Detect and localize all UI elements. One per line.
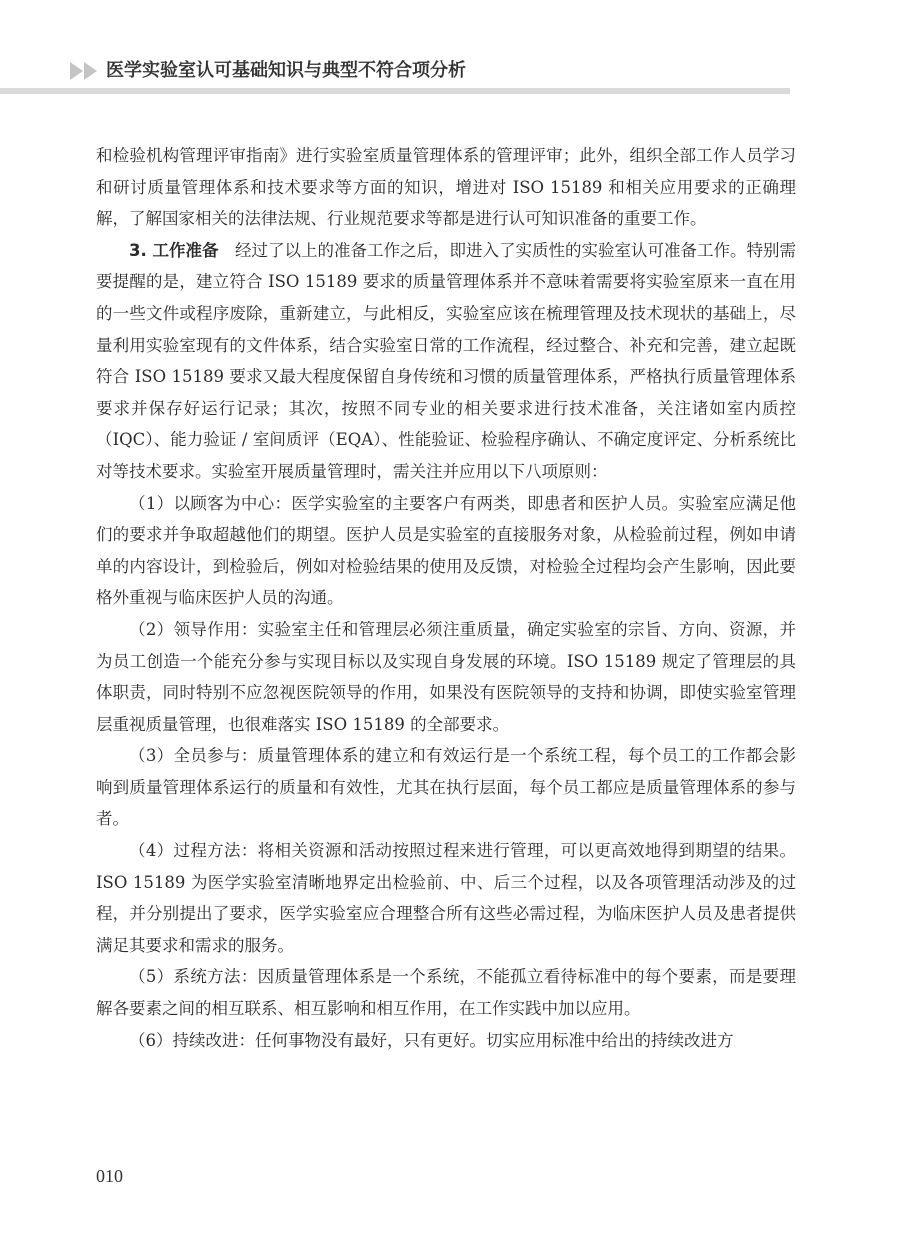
paragraph: 和检验机构管理评审指南》进行实验室质量管理体系的管理评审；此外，组织全部工作人员学习和研讨质量管理体系和技术要求等方面的知识，增进对 ISO 15189 和相关应用要求的正确理解，了解国家相关的法律法规、行业规范要求等都是进行认可知识准备的重要工作。 (96, 146, 796, 229)
header-title: 医学实验室认可基础知识与典型不符合项分析 (106, 60, 466, 81)
paragraph (96, 235, 796, 488)
paragraph: （5）系统方法：因质量管理体系是一个系统，不能孤立看待标准中的每个要素，而是要理解各要素之间的相互联系、相互影响和相互作用，在工作实践中加以应用。 (96, 967, 796, 1019)
double-chevron-icon (70, 60, 100, 82)
paragraph: （4）过程方法：将相关资源和活动按照过程来进行管理，可以更高效地得到期望的结果。ISO 15189 为医学实验室清晰地界定出检验前、中、后三个过程，以及各项管理活动涉及的过程，并分别提出了要求，医学实验室应合理整合所有这些必需过程，为临床医护人员及患者提供满足其要求和需求的服务。 (96, 841, 796, 955)
section-heading: 3. 工作准备 (129, 240, 219, 260)
paragraph: （6）持续改进：任何事物没有最好，只有更好。切实应用标准中给出的持续改进方 (129, 1030, 734, 1050)
paragraph: （1）以顾客为中心：医学实验室的主要客户有两类，即患者和医护人员。实验室应满足他们的要求并争取超越他们的期望。医护人员是实验室的直接服务对象，从检验前过程，例如申请单的内容设计，到检验后，例如对检验结果的使用及反馈，对检验全过程均会产生影响，因此要格外重视与临床医护人员的沟通。 (96, 493, 796, 608)
running-header (0, 0, 790, 94)
paragraph-text: 经过了以上的准备工作之后，即进入了实质性的实验室认可准备工作。特别需要提醒的是，建立符合 ISO 15189 要求的质量管理体系并不意味着需要将实验室原来一直在用的一些文件或程序废除，重新建立，与此相反，实验室应该在梳理管理及技术现状的基础上，尽量利用实验室现有的文件体系，结合实验室日常的工作流程，经过整合、补充和完善，建立起既符合 ISO 15189 要求又最大程度保留自身传统和习惯的质量管理体系，严格执行质量管理体系要求并保存好运行记录；其次，按照不同专业的相关要求进行技术准备，关注诸如室内质控（IQC）、能力验证 / 室间质评（EQA）、性能验证、检验程序确认、不确定度评定、分析系统比对等技术要求。实验室开展质量管理时，需关注并应用以下八项原则： (96, 240, 796, 481)
body-text (96, 140, 796, 1056)
paragraph: （3）全员参与：质量管理体系的建立和有效运行是一个系统工程，每个员工的工作都会影响到质量管理体系运行的质量和有效性，尤其在执行层面，每个员工都应是质量管理体系的参与者。 (96, 746, 796, 829)
paragraph: （2）领导作用：实验室主任和管理层必须注重质量，确定实验室的宗旨、方向、资源，并为员工创造一个能充分参与实现目标以及实现自身发展的环境。ISO 15189 规定了管理层的具体职责，同时特别不应忽视医院领导的作用，如果没有医院领导的支持和协调，即使实验室管理层重视质量管理，也很难落实 ISO 15189 的全部要求。 (96, 619, 796, 734)
page-number: 010 (96, 1166, 123, 1186)
